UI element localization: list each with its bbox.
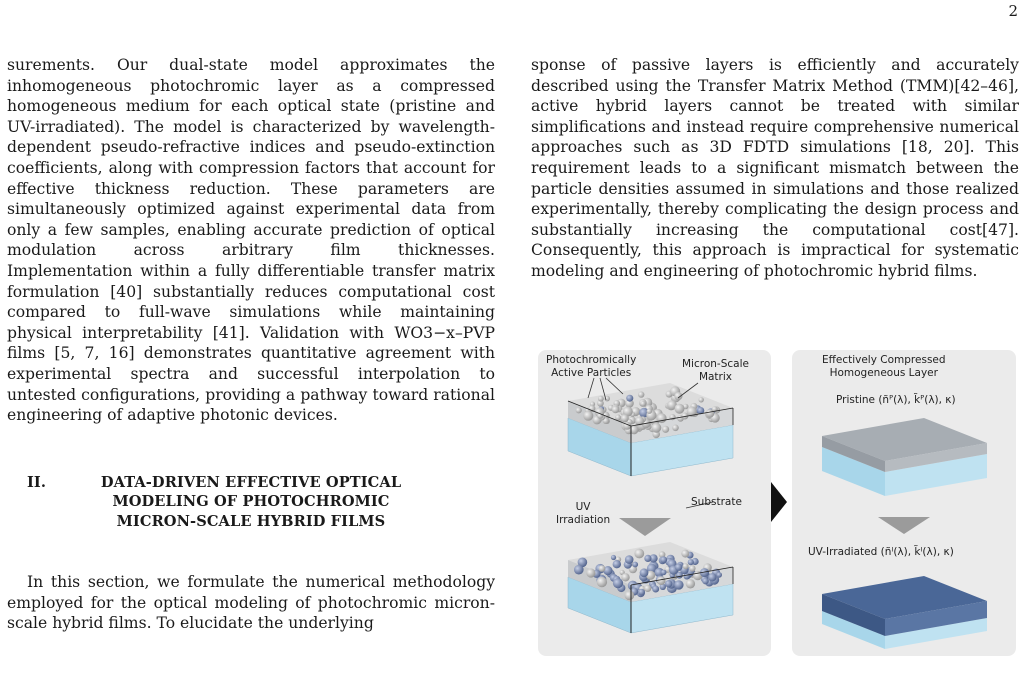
particle	[598, 396, 604, 402]
particle	[686, 579, 695, 588]
particle	[657, 413, 667, 423]
section-title-line: MODELING OF PHOTOCHROMIC	[112, 493, 390, 511]
particle	[662, 426, 669, 433]
particle	[626, 395, 633, 402]
particle	[674, 580, 683, 589]
particle	[574, 565, 584, 575]
irradiated-hybrid-block	[568, 542, 733, 633]
particle	[702, 578, 709, 585]
particle	[621, 573, 629, 581]
pristine-homogeneous-block	[822, 418, 987, 496]
particle	[611, 555, 616, 560]
particle	[689, 565, 695, 571]
particle	[688, 559, 694, 565]
particle	[644, 555, 651, 562]
particle	[672, 425, 679, 432]
section-title-line: DATA-DRIVEN EFFECTIVE OPTICAL	[100, 473, 402, 491]
figure	[538, 350, 1016, 656]
section-title-line: MICRON-SCALE HYBRID FILMS	[116, 512, 386, 530]
particle	[597, 577, 607, 587]
particle	[640, 401, 645, 406]
particles-leader	[588, 378, 594, 398]
particle	[625, 555, 634, 564]
particle	[699, 397, 704, 402]
pristine-hybrid-block	[568, 383, 733, 476]
particle	[652, 586, 659, 593]
particle	[638, 391, 644, 397]
particle	[621, 414, 629, 422]
paragraph: In this section, we formulate the numerical methodology employed for the optical modeling of photochromic micron-scale hybrid films. To elucidate the underlying	[7, 573, 495, 633]
left-column	[7, 55, 495, 634]
model-arrow	[771, 482, 787, 522]
right-column	[531, 55, 1019, 282]
label-uv-irradiated: UV-Irradiated (ñᴵ(λ), k̃ᴵ(λ), κ)	[808, 546, 954, 558]
particle	[586, 568, 595, 577]
particle	[615, 415, 621, 421]
particle	[675, 404, 685, 414]
particle	[613, 560, 621, 568]
particle	[661, 570, 667, 576]
particle	[644, 585, 651, 592]
particle	[675, 564, 682, 571]
label-matrix: Micron-Scale Matrix	[682, 358, 749, 383]
particle	[647, 409, 652, 414]
particle	[683, 563, 689, 569]
particle	[674, 392, 682, 400]
paragraph: surements. Our dual-state model approximates the inhomogeneous photochromic layer as a compressed homogeneous medium for each optical state (pristine and UV-irradiated). The model is characterized by wavelength-dependent pseudo-refractive indices and pseudo-extinction coefficients, along with compression factors that account for effective thickness reduction. These parameters are simultaneously optimized against experimental data from only a few samples, enabling accurate prediction of optical modulation across arbitrary film thicknesses. Implementation within a fully differentiable transfer matrix formulation [40] substantially reduces computational cost compared to full-wave simulations while maintaining physical interpretability [41]. Validation with WO3−x–PVP films [5, 7, 16] demonstrates quantitative agreement with experimental spectra and successful interpolation to untested configurations, providing a pathway toward rational engineering of adaptive photonic devices.	[7, 56, 495, 425]
particle	[681, 550, 689, 558]
particle	[599, 565, 606, 572]
particle	[583, 411, 593, 421]
particle	[576, 407, 582, 413]
particles-leader	[606, 378, 623, 394]
label-uv-irradiation: UV Irradiation	[556, 501, 611, 526]
label-substrate: Substrate	[691, 496, 742, 508]
particle	[625, 591, 635, 601]
page-number: 2	[1008, 2, 1018, 20]
particle	[638, 589, 645, 596]
uv-arrow	[878, 517, 930, 534]
particle	[640, 568, 649, 577]
paragraph: sponse of passive layers is efficiently and accurately described using the Transfer Matrix Method (TMM)[42–46], active hybrid layers cannot be treated with similar simplifications and instead require comprehensive numerical approaches such as 3D FDTD simulations [18, 20]. This requirement leads to a significant mismatch between the particle densities assumed in simulations and those realized experimentally, thereby complicating the design process and substantially increasing the computational cost[47]. Consequently, this approach is impractical for systematic modeling and engineering of photochromic hybrid films.	[531, 56, 1019, 280]
label-active-particles: Photochromically Active Particles	[546, 354, 637, 379]
particle	[660, 556, 667, 563]
particle	[657, 576, 666, 585]
particle	[612, 406, 620, 414]
uv-arrow	[619, 518, 671, 536]
particle	[665, 580, 672, 587]
section-heading	[7, 473, 495, 532]
particle	[652, 423, 662, 433]
particle	[613, 578, 623, 588]
particle	[708, 573, 716, 581]
label-pristine: Pristine (ñᴾ(λ), k̃ᴾ(λ), κ)	[836, 394, 956, 406]
particle	[634, 549, 644, 559]
particle	[716, 572, 722, 578]
section-number: II.	[27, 473, 47, 491]
irradiated-homogeneous-block	[822, 576, 987, 649]
particle	[632, 562, 638, 568]
label-effective-layer: Effectively Compressed Homogeneous Layer	[822, 354, 946, 379]
